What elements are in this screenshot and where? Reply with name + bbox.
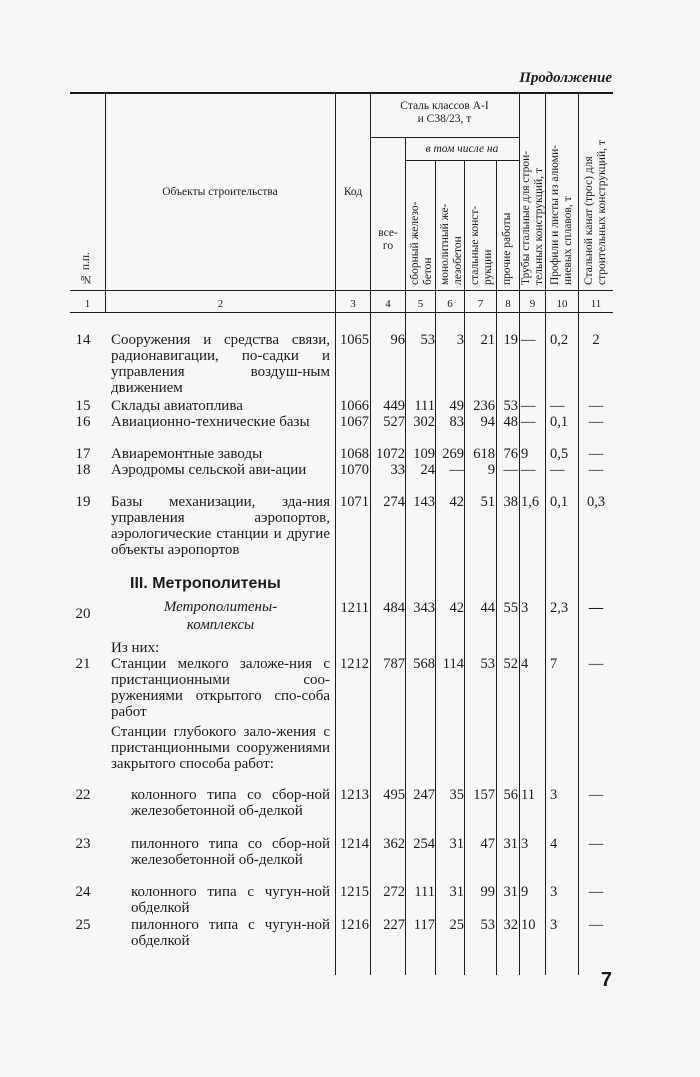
row-number: 20 xyxy=(75,606,91,622)
row-name: Авиационно-технические базы xyxy=(111,414,310,430)
cell-precast: 109 xyxy=(413,446,435,462)
cell-profiles: 7 xyxy=(550,656,558,672)
cell-code: 1065 xyxy=(340,332,369,348)
cell-code: 1213 xyxy=(340,787,369,803)
row-number: 24 xyxy=(75,884,91,900)
header-total: все- го xyxy=(378,227,398,252)
header-no: № п.п. xyxy=(80,252,92,285)
colnum-4: 4 xyxy=(385,298,391,310)
row-number: 15 xyxy=(75,398,91,414)
row-number: 21 xyxy=(75,656,91,672)
cell-total: 96 xyxy=(390,332,405,348)
row-number: 18 xyxy=(75,462,91,478)
header-cable: Стальной канат (трос) для строительных конструкций, т xyxy=(583,140,608,285)
of-them-label: Из них: xyxy=(111,640,160,656)
row-number: 25 xyxy=(75,917,91,933)
cell-other: 52 xyxy=(503,656,518,672)
cell-monolithic: 31 xyxy=(449,836,464,852)
cell-total: 787 xyxy=(383,656,405,672)
cell-profiles: 4 xyxy=(550,836,558,852)
row-name: Аэродромы сельской ави-ации xyxy=(111,462,307,478)
cell-monolithic: 31 xyxy=(449,884,464,900)
row-name: пилонного типа с чугун-ной обделкой xyxy=(131,917,330,949)
cell-cable: — xyxy=(588,398,604,414)
cell-pipes: — xyxy=(521,398,536,414)
cell-steel: 618 xyxy=(473,446,495,462)
cell-other: 19 xyxy=(503,332,518,348)
col-rule-5 xyxy=(435,161,436,975)
cell-profiles: 3 xyxy=(550,884,558,900)
page-number: 7 xyxy=(600,969,612,991)
cell-total: 33 xyxy=(390,462,405,478)
row-number: 23 xyxy=(75,836,91,852)
colnum-11: 11 xyxy=(590,298,602,310)
cell-pipes: 9 xyxy=(521,446,529,462)
cell-steel: 44 xyxy=(480,600,495,616)
colnum-8: 8 xyxy=(505,298,511,310)
cell-total: 484 xyxy=(383,600,405,616)
cell-profiles: 3 xyxy=(550,917,558,933)
cell-cable: — xyxy=(588,462,604,478)
cell-steel: 53 xyxy=(480,917,495,933)
cell-pipes: 9 xyxy=(521,884,529,900)
colnum-9: 9 xyxy=(529,298,536,310)
cell-monolithic: 42 xyxy=(449,494,464,510)
row-name: колонного типа с чугун-ной обделкой xyxy=(131,884,330,916)
cell-monolithic: 269 xyxy=(442,446,464,462)
row-name: Склады авиатоплива xyxy=(111,398,243,414)
row-number: 17 xyxy=(75,446,91,462)
cell-other: — xyxy=(503,462,518,478)
cell-cable: — xyxy=(588,787,604,803)
header-other: прочие работы xyxy=(501,212,513,285)
cell-code: 1216 xyxy=(340,917,369,933)
cell-steel: 9 xyxy=(487,462,495,478)
colnum-bottom-rule xyxy=(70,312,613,313)
colnum-5: 5 xyxy=(417,298,424,310)
cell-cable: — xyxy=(588,917,604,933)
cell-code: 1066 xyxy=(340,398,369,414)
cell-code: 1215 xyxy=(340,884,369,900)
cell-monolithic: 35 xyxy=(449,787,464,803)
cell-monolithic: 49 xyxy=(449,398,464,414)
cell-total: 1072 xyxy=(376,446,405,462)
cell-code: 1211 xyxy=(340,600,369,616)
cell-steel: 21 xyxy=(480,332,495,348)
header-pipes: Трубы стальные для строи- тельных конструкций, т xyxy=(520,150,545,285)
continuation-label: Продолжение xyxy=(519,70,612,86)
cell-code: 1067 xyxy=(340,414,369,430)
cell-monolithic: — xyxy=(449,462,464,478)
cell-cable: — xyxy=(588,414,604,430)
colnum-6: 6 xyxy=(447,298,453,310)
cell-other: 55 xyxy=(503,600,518,616)
cell-pipes: — xyxy=(521,332,536,348)
colnum-7: 7 xyxy=(477,298,484,310)
cell-other: 53 xyxy=(503,398,518,414)
cell-precast: 254 xyxy=(413,836,435,852)
cell-steel: 51 xyxy=(480,494,495,510)
cell-pipes: 11 xyxy=(521,787,535,803)
row-name: колонного типа со сбор-ной железобетонной об-делкой xyxy=(131,787,330,819)
row-name: пилонного типа со сбор-ной железобетонной об-делкой xyxy=(131,836,330,868)
row-name: Сооружения и средства связи, радионавигации, по-садки и управления воздуш-ным движением xyxy=(111,332,330,396)
row-number: 19 xyxy=(75,494,91,510)
cell-code: 1214 xyxy=(340,836,369,852)
header-steel-struct: стальные конст- рукции xyxy=(469,205,494,285)
cell-steel: 53 xyxy=(480,656,495,672)
header-profiles: Профили и листы из алюми- ниевых сплавов, т xyxy=(549,144,574,285)
cell-steel: 99 xyxy=(480,884,495,900)
cell-profiles: 0,2 xyxy=(550,332,569,348)
cell-precast: 568 xyxy=(413,656,435,672)
cell-precast: 302 xyxy=(413,414,435,430)
cell-profiles: — xyxy=(550,398,565,414)
cell-precast: 143 xyxy=(413,494,435,510)
cell-pipes: 10 xyxy=(521,917,536,933)
cell-steel: 157 xyxy=(473,787,495,803)
colnum-1: 1 xyxy=(84,298,91,310)
cell-profiles: 0,1 xyxy=(550,494,569,510)
header-monolithic: монолитный же- лезобетон xyxy=(439,203,464,285)
cell-other: 76 xyxy=(503,446,518,462)
cell-monolithic: 42 xyxy=(449,600,464,616)
cell-code: 1071 xyxy=(340,494,369,510)
cell-other: 31 xyxy=(503,836,518,852)
cell-code: 1212 xyxy=(340,656,369,672)
cell-monolithic: 3 xyxy=(456,332,464,348)
col-rule-7 xyxy=(496,161,497,975)
cell-other: 31 xyxy=(503,884,518,900)
cell-cable: — xyxy=(588,600,604,616)
colnum-3: 3 xyxy=(350,298,356,310)
cell-cable: — xyxy=(588,836,604,852)
cell-steel: 94 xyxy=(480,414,495,430)
cell-other: 32 xyxy=(503,917,518,933)
cell-steel: 47 xyxy=(480,836,495,852)
cell-code: 1070 xyxy=(340,462,369,478)
row-name: Базы механизации, зда-ния управления аэропортов, аэрологические станции и другие объекты аэропортов xyxy=(111,494,330,558)
cell-pipes: 3 xyxy=(521,600,529,616)
row-name: Авиаремонтные заводы xyxy=(111,446,263,462)
including-rule xyxy=(405,160,519,161)
cell-profiles: 2,3 xyxy=(550,600,569,616)
col-rule-1 xyxy=(105,92,106,313)
cell-monolithic: 83 xyxy=(449,414,464,430)
steel-group-rule xyxy=(370,137,519,138)
cell-profiles: 3 xyxy=(550,787,558,803)
cell-total: 449 xyxy=(383,398,405,414)
cell-monolithic: 114 xyxy=(442,656,464,672)
cell-precast: 343 xyxy=(413,600,435,616)
cell-profiles: 0,5 xyxy=(550,446,569,462)
cell-pipes: 4 xyxy=(521,656,529,672)
deep-stations-heading: Станции глубокого зало-жения с пристанционными сооружениями закрытого способа работ: xyxy=(111,724,330,772)
cell-total: 274 xyxy=(383,494,405,510)
header-steel-group: Сталь классов А-I и С38/23, т xyxy=(400,100,489,125)
cell-total: 272 xyxy=(383,884,405,900)
row-number: 14 xyxy=(75,332,91,348)
cell-pipes: — xyxy=(521,462,536,478)
cell-cable: 0,3 xyxy=(586,494,606,510)
cell-precast: 247 xyxy=(413,787,435,803)
cell-precast: 24 xyxy=(420,462,435,478)
header-bottom-rule xyxy=(70,290,613,291)
row-number: 16 xyxy=(75,414,91,430)
cell-other: 56 xyxy=(503,787,518,803)
cell-other: 38 xyxy=(503,494,518,510)
colnum-2: 2 xyxy=(217,298,224,310)
cell-profiles: — xyxy=(550,462,565,478)
cell-monolithic: 25 xyxy=(449,917,464,933)
cell-total: 527 xyxy=(383,414,405,430)
header-including: в том числе на xyxy=(425,143,499,155)
cell-precast: 111 xyxy=(414,884,435,900)
cell-precast: 117 xyxy=(413,917,435,933)
cell-cable: — xyxy=(588,446,604,462)
cell-steel: 236 xyxy=(473,398,495,414)
cell-cable: — xyxy=(588,884,604,900)
cell-cable: 2 xyxy=(592,332,600,348)
cell-precast: 111 xyxy=(414,398,435,414)
cell-cable: — xyxy=(588,656,604,672)
table-top-rule xyxy=(70,92,613,94)
cell-pipes: 1,6 xyxy=(521,494,540,510)
header-code: Код xyxy=(343,186,363,198)
cell-precast: 53 xyxy=(420,332,435,348)
cell-total: 362 xyxy=(383,836,405,852)
cell-pipes: — xyxy=(521,414,536,430)
header-objects: Объекты строительства xyxy=(162,186,278,198)
row-number: 22 xyxy=(75,787,91,803)
cell-total: 227 xyxy=(383,917,405,933)
cell-pipes: 3 xyxy=(521,836,529,852)
cell-other: 48 xyxy=(503,414,518,430)
row-name: Метрополитены- комплексы xyxy=(163,599,278,633)
cell-total: 495 xyxy=(383,787,405,803)
header-precast: сборный железо- бетон xyxy=(409,201,434,285)
section-title: III. Метрополитены xyxy=(130,575,281,592)
cell-code: 1068 xyxy=(340,446,369,462)
colnum-10: 10 xyxy=(556,298,568,310)
cell-profiles: 0,1 xyxy=(550,414,569,430)
row-name: Станции мелкого заложе-ния с пристанционными соо-ружениями открытого спо-соба работ xyxy=(111,656,330,720)
